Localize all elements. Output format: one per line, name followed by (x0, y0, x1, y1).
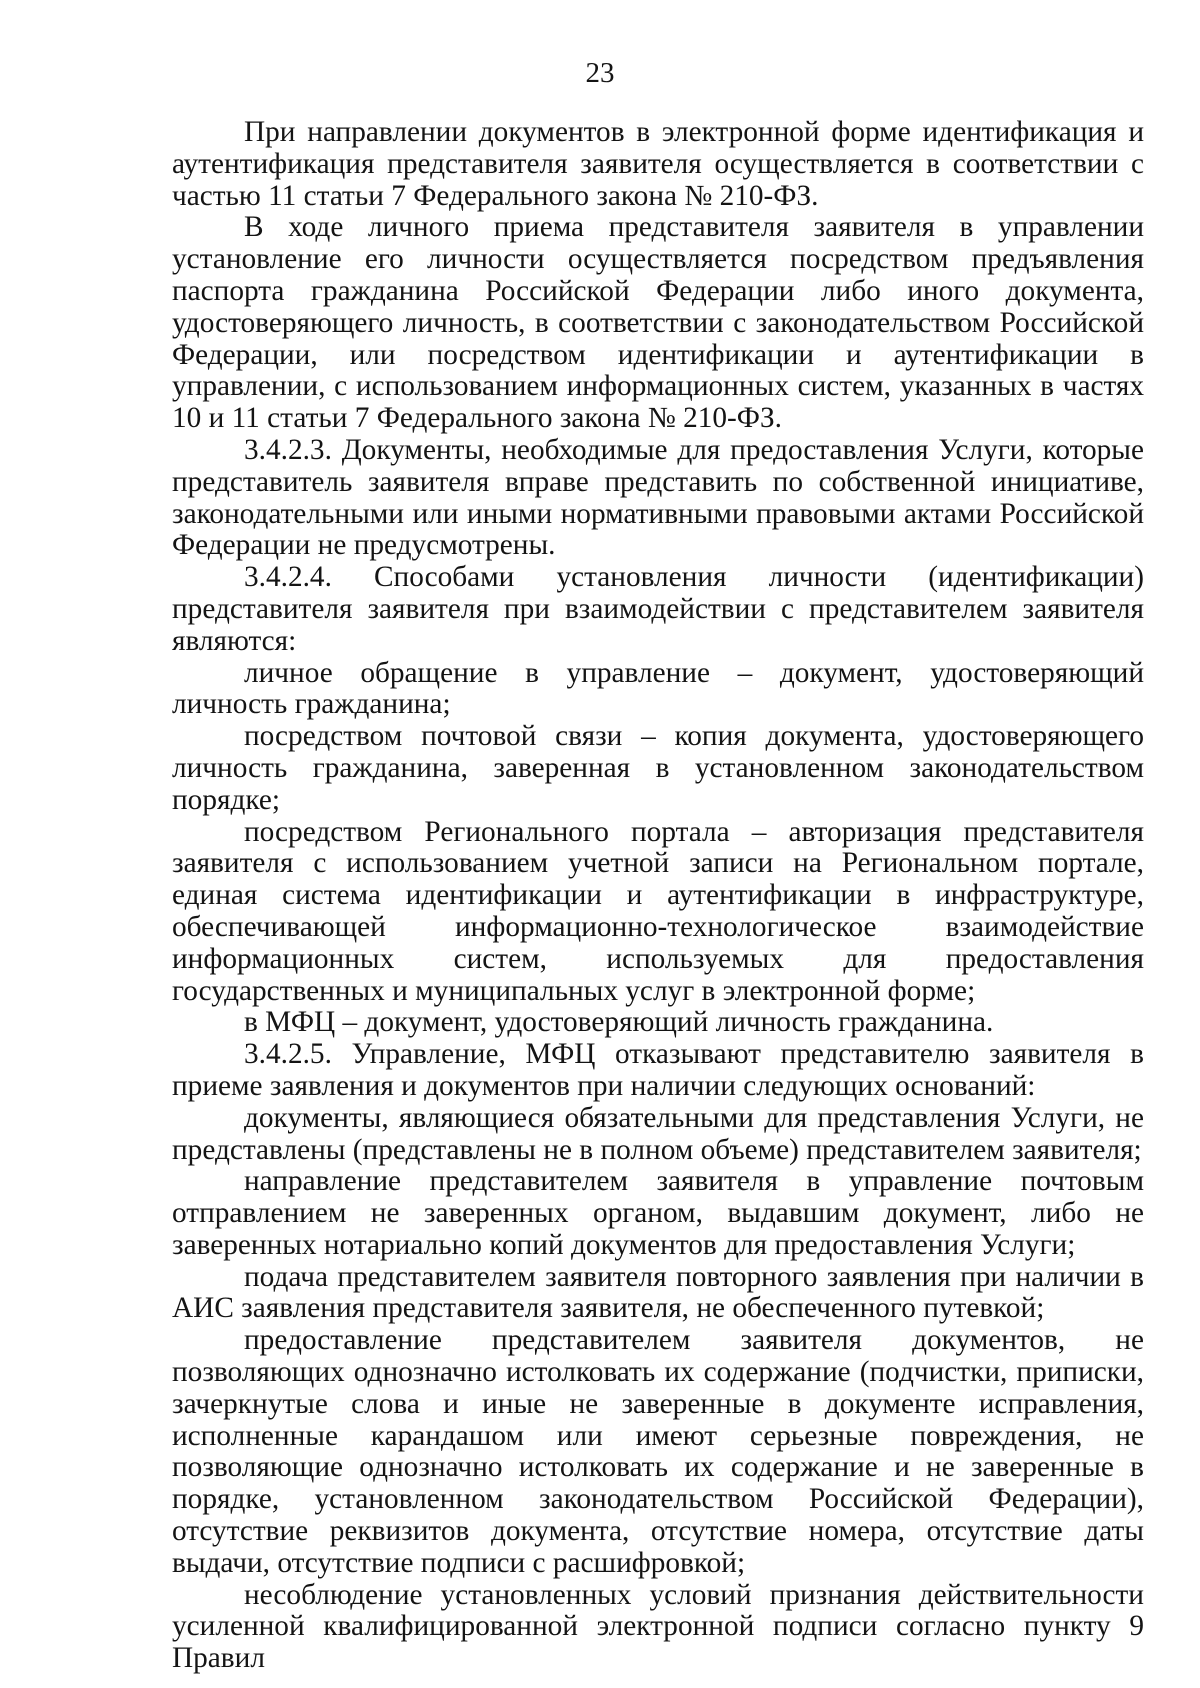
paragraph: При направлении документов в электронной форме идентификация и аутентификация представителя заявителя осуществляется в соответствии с частью 11 статьи 7 Федерального закона № 210-ФЗ. (172, 116, 1144, 212)
paragraph: предоставление представителем заявителя документов, не позволяющих однозначно истолковать их содержание (подчистки, приписки, зачеркнутые слова и иные не заверенные в документе исправления, исполненные карандашом или имеют серьезные повреждения, не позволяющие однозначно истолковать их содержание и не заверенные в порядке, установленном законодательством Российской Федерации), отсутствие реквизитов документа, отсутствие номера, отсутствие даты выдачи, отсутствие подписи с расшифровкой; (172, 1324, 1144, 1579)
paragraph: несоблюдение установленных условий признания действительности усиленной квалифицированной электронной подписи согласно пункту 9 Правил (172, 1578, 1144, 1675)
document-body (172, 117, 1144, 1675)
paragraph: в МФЦ – документ, удостоверяющий личность гражданина. (244, 1006, 994, 1039)
paragraph: посредством Регионального портала – авторизация представителя заявителя с использованием учетной записи на Региональном портале, единая система идентификации и аутентификации в инфраструктуре, обеспечивающей информационно-технологическое взаимодействие информационных систем, используемых для предоставления государственных и муниципальных услуг в электронной форме; (172, 815, 1144, 1007)
paragraph: 3.4.2.4. Способами установления личности (идентификации) представителя заявителя при взаимодействии с представителем заявителя являются: (172, 561, 1144, 657)
paragraph: подача представителем заявителя повторного заявления при наличии в АИС заявления представителя заявителя, не обеспеченного путевкой; (172, 1260, 1144, 1325)
paragraph: 3.4.2.3. Документы, необходимые для предоставления Услуги, которые представитель заявителя вправе представить по собственной инициативе, законодательными или иными нормативными правовыми актами Российской Федерации не предусмотрены. (172, 433, 1144, 562)
paragraph: направление представителем заявителя в управление почтовым отправлением не заверенных органом, выдавшим документ, либо не заверенных нотариально копий документов для предоставления Услуги; (172, 1165, 1144, 1261)
paragraph: посредством почтовой связи – копия документа, удостоверяющего личность гражданина, заверенная в установленном законодательством порядке; (172, 720, 1144, 816)
paragraph: документы, являющиеся обязательными для представления Услуги, не представлены (представлены не в полном объеме) представителем заявителя; (172, 1101, 1144, 1166)
paragraph: 3.4.2.5. Управление, МФЦ отказывают представителю заявителя в приеме заявления и документов при наличии следующих оснований: (172, 1038, 1144, 1102)
paragraph: В ходе личного приема представителя заявителя в управлении установление его личности осуществляется посредством предъявления паспорта гражданина Российской Федерации либо иного документа, удостоверяющего личность, в соответствии с законодательством Российской Федерации, или посредством идентификации и аутентификации в управлении, с использованием информационных систем, указанных в частях 10 и 11 статьи 7 Федерального закона № 210-ФЗ. (172, 211, 1144, 435)
paragraph: личное обращение в управление – документ, удостоверяющий личность гражданина; (172, 656, 1144, 721)
page-number: 23 (585, 57, 615, 89)
